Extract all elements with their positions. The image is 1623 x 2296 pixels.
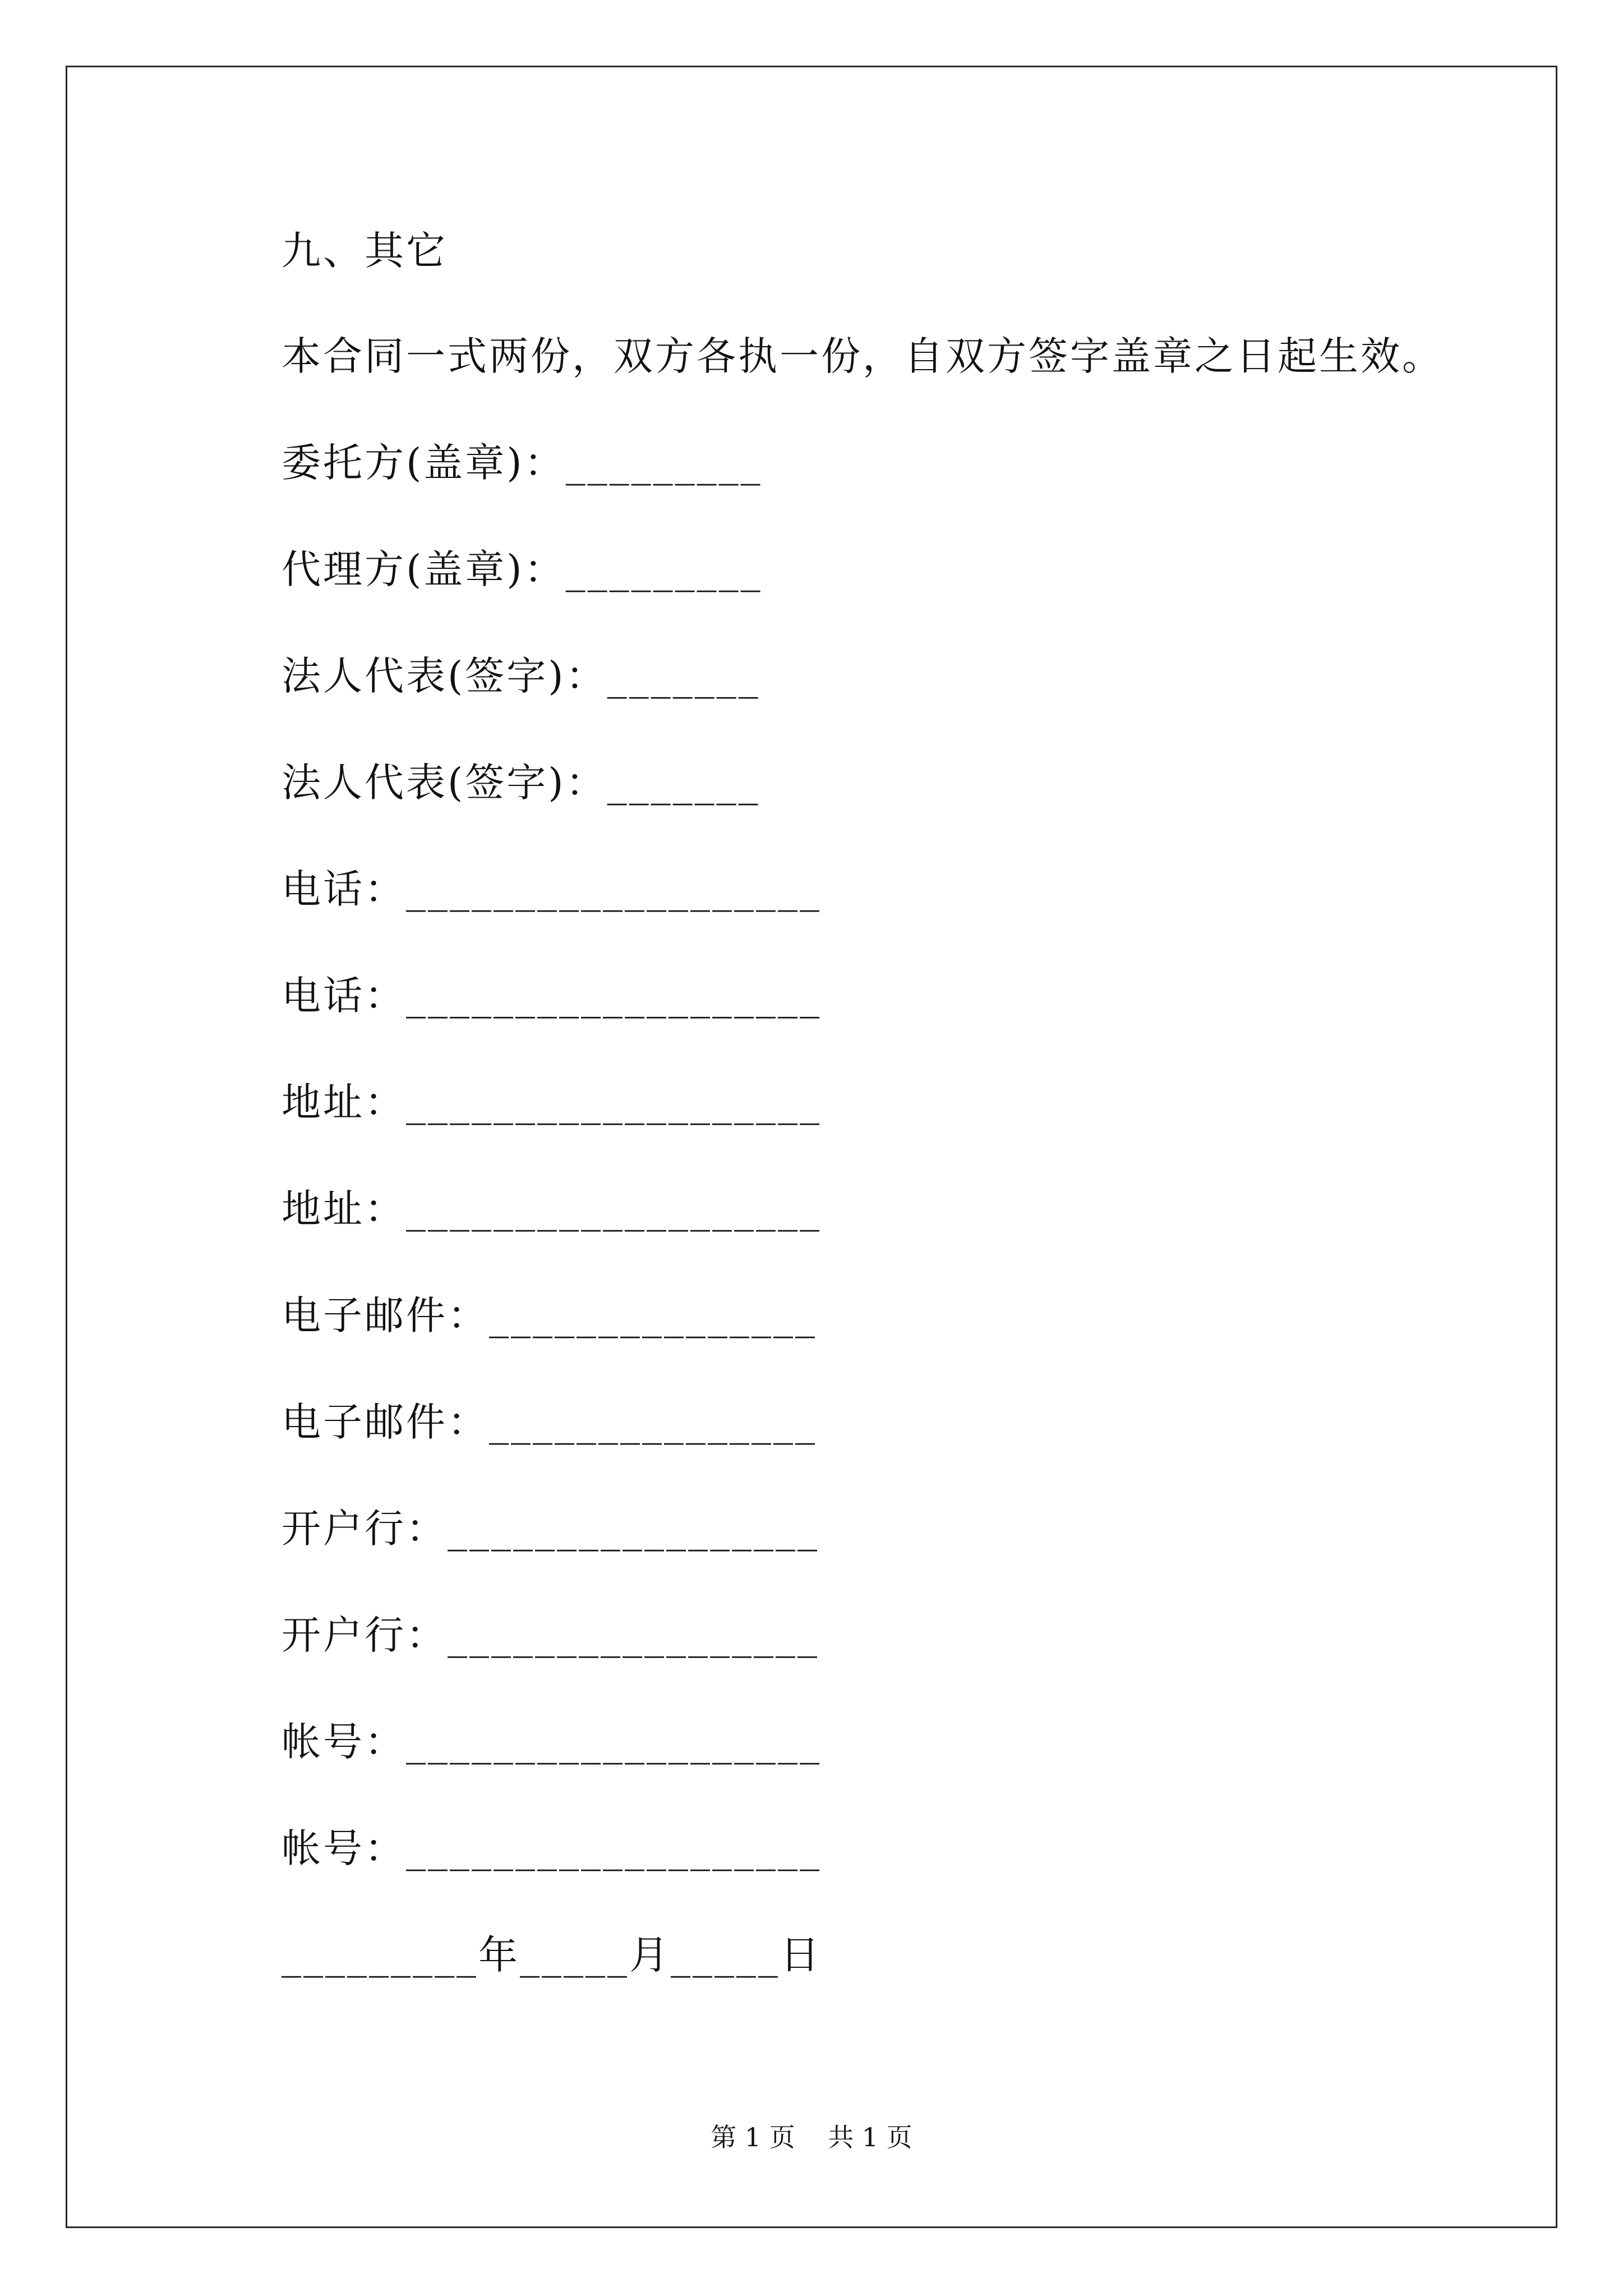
field-legal-rep-signature: 法人代表(签字)：_______ <box>282 760 760 806</box>
field-bank: 开户行：_________________ <box>282 1612 819 1658</box>
field-phone: 电话：___________________ <box>282 973 822 1019</box>
field-client-seal: 委托方(盖章)：_________ <box>282 440 763 486</box>
page-footer: 第 1 页 共 1 页 <box>711 2122 912 2152</box>
field-account: 帐号：___________________ <box>282 1719 822 1765</box>
field-legal-rep-signature: 法人代表(签字)：_______ <box>282 653 760 699</box>
page-border <box>66 66 1557 2228</box>
field-agent-seal: 代理方(盖章)：_________ <box>282 546 763 592</box>
contract-intro: 本合同一式两份，双方各执一份，自双方签字盖章之日起生效。 <box>282 333 1444 379</box>
field-bank: 开户行：_________________ <box>282 1506 819 1552</box>
field-address: 地址：___________________ <box>282 1186 822 1232</box>
field-address: 地址：___________________ <box>282 1079 822 1125</box>
field-email: 电子邮件：_______________ <box>282 1399 817 1445</box>
date-line: _________年_____月_____日 <box>282 1932 822 1978</box>
field-phone: 电话：___________________ <box>282 866 822 912</box>
section-heading: 九、其它 <box>282 228 448 274</box>
field-email: 电子邮件：_______________ <box>282 1292 817 1338</box>
field-account: 帐号：___________________ <box>282 1825 822 1871</box>
